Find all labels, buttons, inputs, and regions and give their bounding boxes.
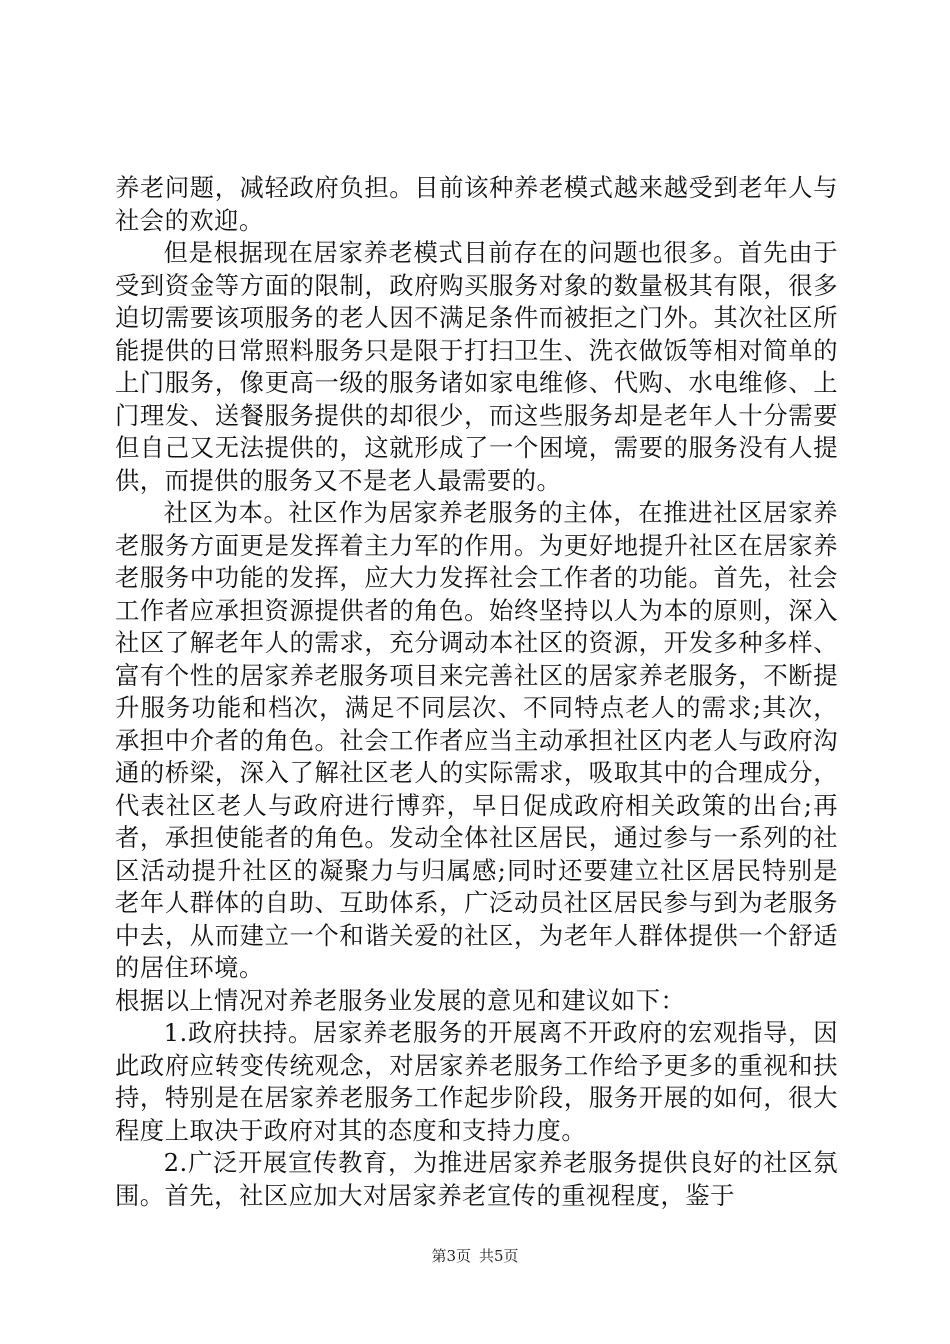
paragraph-1: 养老问题，减轻政府负担。目前该种养老模式越来越受到老年人与社会的欢迎。 (115, 173, 838, 235)
page-footer (0, 1246, 950, 1266)
paragraph-6: 2.广泛开展宣传教育，为推进居家养老服务提供良好的社区氛围。首先，社区应加大对居家养老宣传的重视程度，鉴于 (115, 1148, 838, 1210)
paragraph-3: 社区为本。社区作为居家养老服务的主体，在推进社区居家养老服务方面更是发挥着主力军的作用。为更好地提升社区在居家养老服务中功能的发挥，应大力发挥社会工作者的功能。首先，社会工作者应承担资源提供者的角色。始终坚持以人为本的原则，深入社区了解老年人的需求，充分调动本社区的资源，开发多种多样、富有个性的居家养老服务项目来完善社区的居家养老服务，不断提升服务功能和档次，满足不同层次、不同特点老人的需求;其次，承担中介者的角色。社会工作者应当主动承担社区内老人与政府沟通的桥梁，深入了解社区老人的实际需求，吸取其中的合理成分，代表社区老人与政府进行博弈，早日促成政府相关政策的出台;再者，承担使能者的角色。发动全体社区居民，通过参与一系列的社区活动提升社区的凝聚力与归属感;同时还要建立社区居民特别是老年人群体的自助、互助体系，广泛动员社区居民参与到为老服务中去，从而建立一个和谐关爱的社区，为老年人群体提供一个舒适的居住环境。 (115, 498, 838, 982)
paragraph-2: 但是根据现在居家养老模式目前存在的问题也很多。首先由于受到资金等方面的限制，政府购买服务对象的数量极其有限，很多迫切需要该项服务的老人因不满足条件而被拒之门外。其次社区所能提供的日常照料服务只是限于打扫卫生、洗衣做饭等相对简单的上门服务，像更高一级的服务诸如家电维修、代购、水电维修、上门理发、送餐服务提供的却很少，而这些服务却是老年人十分需要但自己又无法提供的，这就形成了一个困境，需要的服务没有人提供，而提供的服务又不是老人最需要的。 (115, 238, 838, 495)
document-body (115, 172, 838, 1212)
page-number: 第3页 (431, 1247, 471, 1265)
page-total: 共5页 (479, 1247, 519, 1265)
paragraph-4: 根据以上情况对养老服务业发展的意见和建议如下： (115, 985, 686, 1015)
paragraph-5: 1.政府扶持。居家养老服务的开展离不开政府的宏观指导，因此政府应转变传统观念，对居家养老服务工作给予更多的重视和扶持，特别是在居家养老服务工作起步阶段，服务开展的如何，很大程度上取决于政府对其的态度和支持力度。 (115, 1018, 838, 1145)
